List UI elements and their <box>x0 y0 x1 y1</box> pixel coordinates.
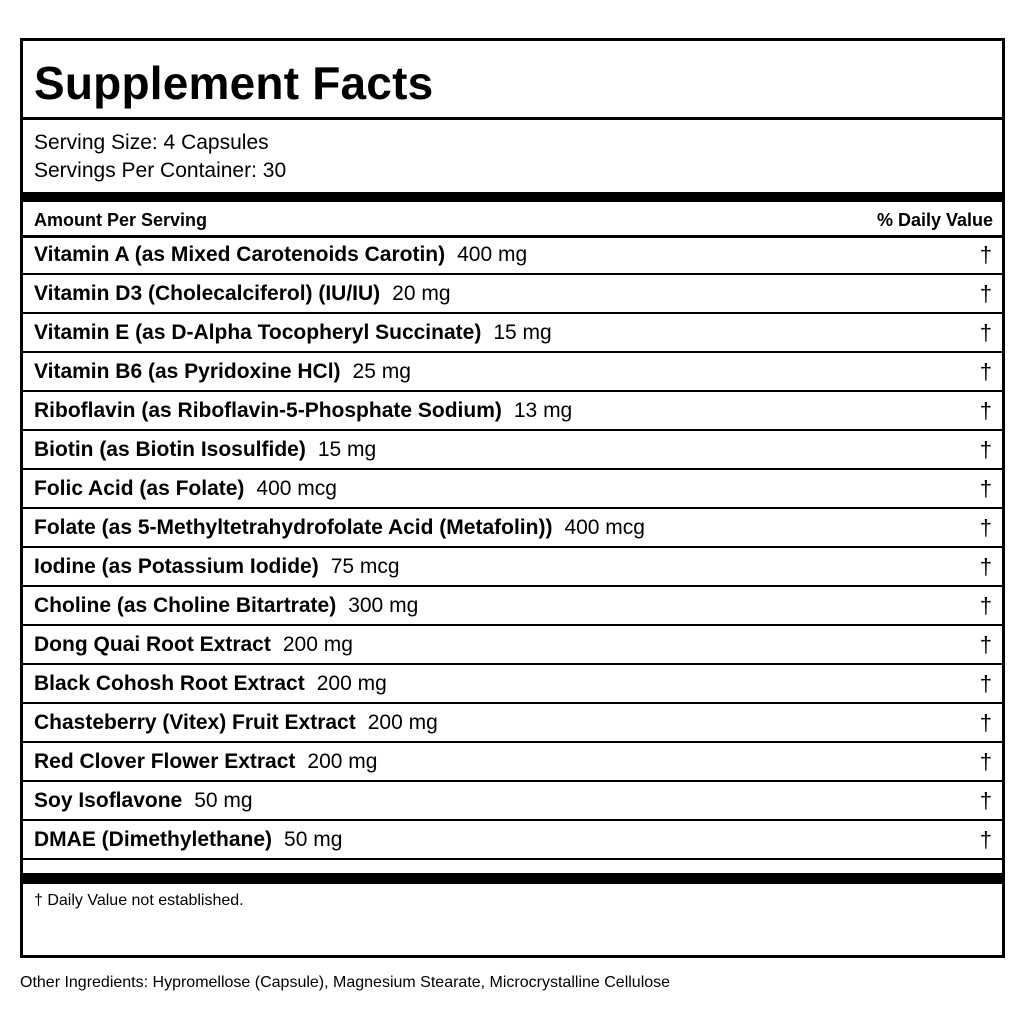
daily-value-dagger: † <box>979 593 992 618</box>
nutrient-amount: 200 mg <box>316 672 387 695</box>
nutrient-row <box>23 470 1002 509</box>
daily-value-dagger: † <box>979 437 992 462</box>
nutrient-label: Dong Quai Root Extract <box>34 633 271 656</box>
nutrient-row <box>23 665 1002 704</box>
nutrient-amount: 300 mg <box>348 594 419 617</box>
nutrient-label: Choline (as Choline Bitartrate) <box>34 594 337 617</box>
nutrient-label: Iodine (as Potassium Iodide) <box>34 555 319 578</box>
nutrient-name <box>34 743 377 780</box>
nutrient-label: Chasteberry (Vitex) Fruit Extract <box>34 711 356 734</box>
footnote: † Daily Value not established. <box>34 892 244 909</box>
servings-per-container: Servings Per Container: 30 <box>34 159 287 182</box>
nutrient-amount: 75 mcg <box>330 555 400 578</box>
nutrient-row <box>23 548 1002 587</box>
daily-value-dagger: † <box>979 398 992 423</box>
nutrient-row <box>23 782 1002 821</box>
daily-value-dagger: † <box>979 554 992 579</box>
nutrient-amount: 13 mg <box>513 399 573 422</box>
nutrient-name <box>34 626 353 663</box>
nutrient-row <box>23 626 1002 665</box>
nutrient-label: Black Cohosh Root Extract <box>34 672 305 695</box>
nutrient-label: Vitamin E (as D-Alpha Tocopheryl Succinate) <box>34 321 482 344</box>
nutrient-label: Soy Isoflavone <box>34 789 183 812</box>
nutrient-amount: 50 mg <box>194 789 253 812</box>
nutrient-label: DMAE (Dimethylethane) <box>34 828 273 851</box>
daily-value-dagger: † <box>979 320 992 345</box>
nutrient-label: Biotin (as Biotin Isosulfide) <box>34 438 306 461</box>
nutrient-name <box>34 548 400 585</box>
nutrient-name <box>34 821 342 858</box>
nutrient-name <box>34 587 418 624</box>
nutrient-row <box>23 704 1002 743</box>
nutrient-label: Vitamin B6 (as Pyridoxine HCl) <box>34 360 341 383</box>
nutrient-amount: 20 mg <box>392 282 451 305</box>
nutrient-name <box>34 704 438 741</box>
nutrient-amount: 400 mcg <box>256 477 337 500</box>
nutrient-row <box>23 743 1002 782</box>
amount-per-serving-header: Amount Per Serving <box>34 210 208 230</box>
nutrient-name <box>34 275 451 312</box>
daily-value-dagger: † <box>979 671 992 696</box>
panel-title: Supplement Facts <box>34 57 434 109</box>
nutrient-row <box>23 275 1002 314</box>
nutrient-label: Vitamin A (as Mixed Carotenoids Carotin) <box>34 243 446 266</box>
nutrient-amount: 15 mg <box>493 321 552 344</box>
nutrient-row <box>23 314 1002 353</box>
nutrient-amount: 25 mg <box>352 360 411 383</box>
nutrient-row <box>23 587 1002 626</box>
nutrient-name <box>34 314 552 351</box>
nutrient-row <box>23 821 1002 860</box>
daily-value-dagger: † <box>979 359 992 384</box>
nutrient-label: Folate (as 5-Methyltetrahydrofolate Acid (Metafolin)) <box>34 516 553 539</box>
nutrient-row <box>23 353 1002 392</box>
nutrient-row <box>23 509 1002 548</box>
nutrient-amount: 200 mg <box>367 711 438 734</box>
supplement-facts-panel <box>20 38 1005 958</box>
other-ingredients: Other Ingredients: Hypromellose (Capsule), Magnesium Stearate, Microcrystalline Cellulose <box>20 974 671 991</box>
serving-size: Serving Size: 4 Capsules <box>34 131 269 154</box>
daily-value-dagger: † <box>979 788 992 813</box>
nutrient-label: Red Clover Flower Extract <box>34 750 296 773</box>
daily-value-dagger: † <box>979 632 992 657</box>
nutrient-label: Riboflavin (as Riboflavin-5-Phosphate Sodium) <box>34 399 502 422</box>
nutrient-name <box>34 431 376 468</box>
daily-value-dagger: † <box>979 515 992 540</box>
nutrient-label: Vitamin D3 (Cholecalciferol) (IU/IU) <box>34 282 381 305</box>
daily-value-dagger: † <box>979 827 992 852</box>
thick-divider-bottom <box>23 873 1002 884</box>
nutrient-name <box>34 236 527 273</box>
nutrient-name <box>34 665 387 702</box>
nutrient-amount: 400 mg <box>457 243 528 266</box>
daily-value-header: % Daily Value <box>876 210 993 230</box>
nutrient-name <box>34 509 645 546</box>
nutrient-row <box>23 392 1002 431</box>
thick-divider-top <box>23 192 1002 202</box>
nutrient-row <box>23 236 1002 275</box>
nutrient-name <box>34 392 572 429</box>
daily-value-dagger: † <box>979 242 992 267</box>
nutrient-amount: 200 mg <box>307 750 378 773</box>
column-header <box>34 205 993 235</box>
nutrient-label: Folic Acid (as Folate) <box>34 477 245 500</box>
nutrient-amount: 50 mg <box>284 828 343 851</box>
nutrient-amount: 400 mcg <box>564 516 645 539</box>
nutrient-name <box>34 470 337 507</box>
nutrient-name <box>34 782 253 819</box>
nutrient-name <box>34 353 411 390</box>
nutrient-amount: 200 mg <box>282 633 353 656</box>
nutrient-amount: 15 mg <box>317 438 377 461</box>
daily-value-dagger: † <box>979 281 992 306</box>
daily-value-dagger: † <box>979 710 992 735</box>
daily-value-dagger: † <box>979 476 992 501</box>
nutrient-row <box>23 431 1002 470</box>
daily-value-dagger: † <box>979 749 992 774</box>
nutrient-list <box>23 236 1002 860</box>
title-divider <box>23 117 1002 120</box>
